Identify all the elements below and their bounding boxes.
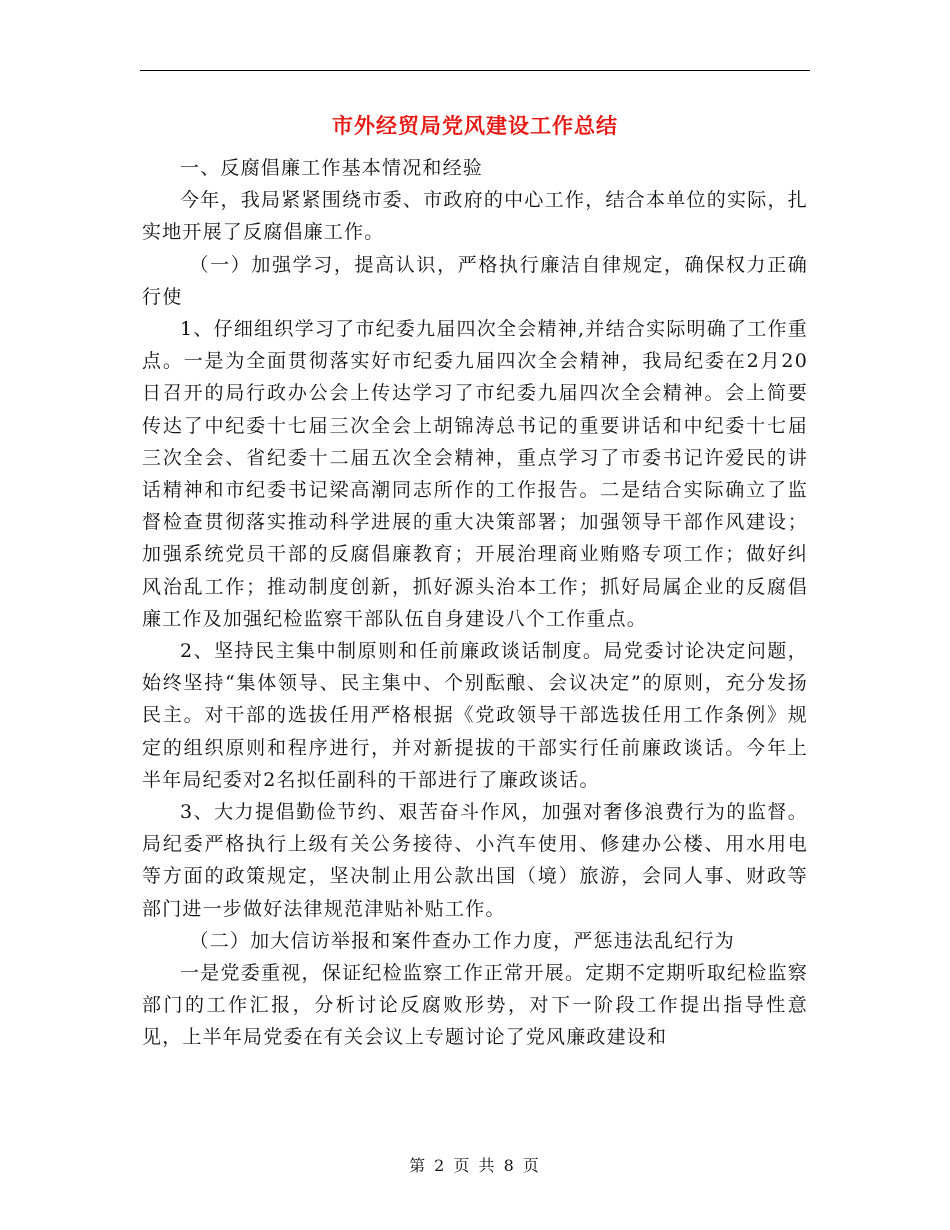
header-rule [140, 70, 810, 71]
subsection-heading: （二）加大信访举报和案件查办工作力度，严惩违法乱纪行为 [189, 929, 735, 952]
page-number: 第 2 页 共 8 页 [409, 1156, 541, 1175]
document-body [142, 152, 808, 1054]
body-paragraph: 今年，我局紧紧围绕市委、市政府的中心工作，结合本单位的实际，扎实地开展了反腐倡廉工作。 [142, 189, 808, 244]
body-paragraph: 3、大力提倡勤俭节约、艰苦奋斗作风，加强对奢侈浪费行为的监督。局纪委严格执行上级有关公务接待、小汽车使用、修建办公楼、用水用电等方面的政策规定，坚决制止用公款出国（境）旅游，会同人事、财政等部门进一步做好法律规范津贴补贴工作。 [142, 801, 808, 920]
section-heading: 一、反腐倡廉工作基本情况和经验 [180, 157, 484, 179]
subsection-heading: （一）加强学习，提高认识，严格执行廉洁自律规定，确保权力正确行使 [142, 253, 808, 308]
body-paragraph: 一是党委重视，保证纪检监察工作正常开展。定期不定期听取纪检监察部门的工作汇报，分析讨论反腐败形势，对下一阶段工作提出指导性意见，上半年局党委在有关会议上专题讨论了党风廉政建设和 [142, 962, 808, 1049]
body-paragraph: 1、仔细组织学习了市纪委九届四次全会精神,并结合实际明确了工作重点。一是为全面贯彻落实好市纪委九届四次全会精神，我局纪委在2月20日召开的局行政办公会上传达学习了市纪委九届四次全会精神。会上简要传达了中纪委十七届三次全会上胡锦涛总书记的重要讲话和中纪委十七届三次全会、省纪委十二届五次全会精神，重点学习了市委书记许爱民的讲话精神和市纪委书记梁高潮同志所作的工作报告。二是结合实际确立了监督检查贯彻落实推动科学进展的重大决策部署；加强领导干部作风建设；加强系统党员干部的反腐倡廉教育；开展治理商业贿赂专项工作；做好纠风治乱工作；推动制度创新，抓好源头治本工作；抓好局属企业的反腐倡廉工作及加强纪检监察干部队伍自身建设八个工作重点。 [142, 318, 808, 630]
document-title: 市外经贸局党风建设工作总结 [332, 113, 618, 138]
body-paragraph: 2、坚持民主集中制原则和任前廉政谈话制度。局党委讨论决定问题，始终坚持“集体领导、民主集中、个别酝酿、会议决定”的原则，充分发扬民主。对干部的选拔任用严格根据《党政领导干部选拔任用工作条例》规定的组织原则和程序进行，并对新提拔的干部实行任前廉政谈话。今年上半年局纪委对2名拟任副科的干部进行了廉政谈话。 [142, 640, 808, 791]
